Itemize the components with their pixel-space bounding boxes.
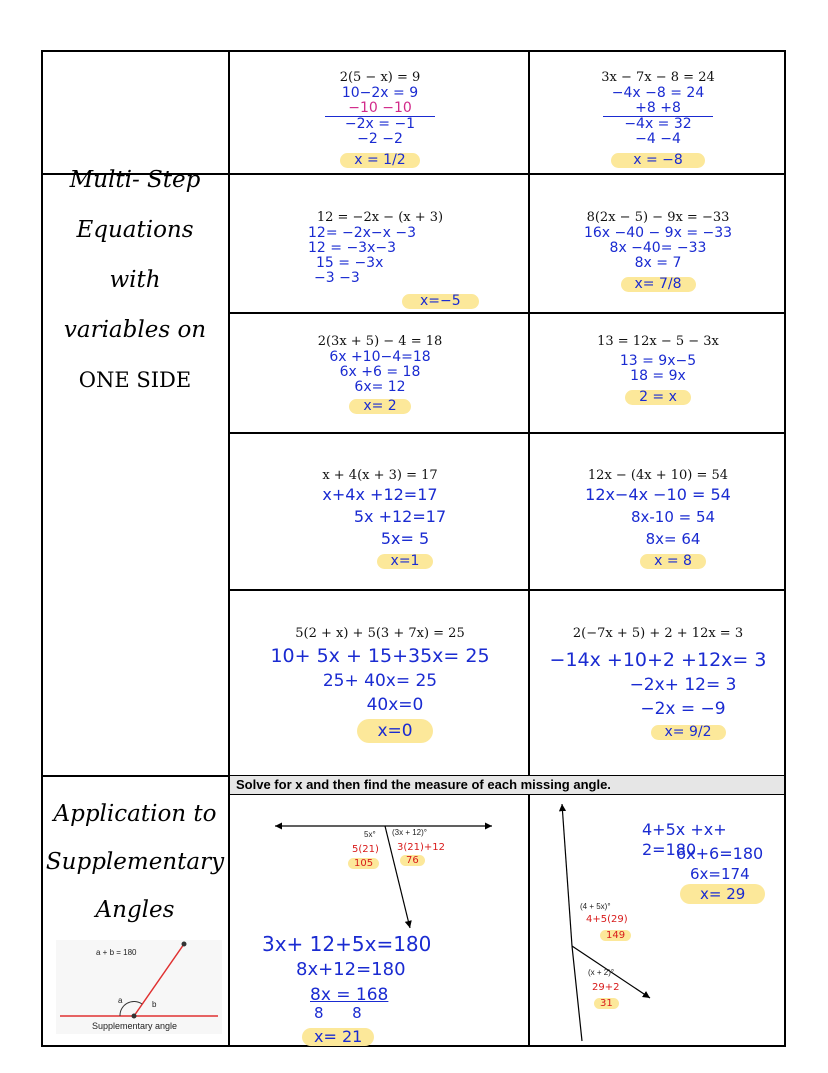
work-line: 10+ 5x + 15+35x= 25 bbox=[270, 645, 490, 667]
diagram-label-b: b bbox=[152, 1000, 157, 1009]
diagram-lines bbox=[56, 940, 222, 1034]
equation: 8(2x − 5) − 9x = −33 bbox=[586, 210, 730, 225]
angle-value: 105 bbox=[348, 858, 379, 869]
work-line: 16x −40 − 9x = −33 bbox=[583, 225, 733, 241]
work-line: −14x +10+2 +12x= 3 bbox=[549, 649, 767, 671]
substitution: 4+5(29) bbox=[586, 914, 628, 925]
work-line: 8x-10 = 54 bbox=[630, 508, 716, 526]
row-divider bbox=[228, 312, 786, 314]
work-line: 3x+ 12+5x=180 bbox=[262, 932, 432, 956]
angle-problem-2 bbox=[530, 796, 784, 1046]
instructions-banner: Solve for x and then find the measure of each missing angle. bbox=[230, 776, 784, 794]
work-line: 8x = 7 bbox=[634, 255, 682, 271]
problem-2 bbox=[532, 70, 784, 168]
substitution: 29+2 bbox=[592, 982, 620, 993]
problem-8 bbox=[532, 468, 784, 569]
work-line: −4x −8 = 24 bbox=[611, 85, 705, 101]
work-line: 12x−4x −10 = 54 bbox=[585, 485, 731, 504]
answer: x = 8 bbox=[640, 554, 706, 569]
answer: 2 = x bbox=[625, 390, 691, 405]
work-line: 8 8 bbox=[314, 1004, 362, 1022]
work-line: 5x= 5 bbox=[380, 529, 430, 548]
answer: x= 2 bbox=[349, 399, 410, 414]
answer: x=−5 bbox=[402, 294, 479, 309]
angle-value: 76 bbox=[400, 855, 425, 866]
angle-problem-1 bbox=[230, 796, 528, 1046]
work-line: 15 = −3x bbox=[316, 255, 384, 271]
angle-label: (x + 2)° bbox=[588, 968, 615, 977]
section-title-one-side: Multi- Step Equations with variables on ONE SIDE bbox=[63, 167, 207, 392]
work-line: 40x=0 bbox=[366, 695, 424, 715]
section-title-application: Application to Supplementary Angles bbox=[45, 801, 225, 923]
work-line: −2x = −9 bbox=[640, 699, 726, 719]
angle-label: 5x° bbox=[364, 830, 376, 839]
column-divider bbox=[528, 50, 530, 776]
answer: x= 29 bbox=[680, 884, 765, 904]
work-line: +8 +8 bbox=[603, 101, 713, 117]
work-line: 10−2x = 9 bbox=[341, 85, 419, 101]
problem-10 bbox=[532, 626, 784, 740]
equation: 12 = −2x − (x + 3) bbox=[316, 210, 444, 225]
problem-4 bbox=[532, 210, 784, 292]
work-line: 6x+6=180 bbox=[676, 844, 764, 863]
substitution: 3(21)+12 bbox=[397, 842, 445, 853]
answer: x=1 bbox=[377, 554, 434, 569]
work-line: −4 −4 bbox=[635, 131, 681, 147]
work-line: −10 −10 bbox=[325, 101, 435, 117]
row-divider bbox=[228, 173, 786, 175]
work-line: 18 = 9x bbox=[630, 368, 686, 384]
problem-1 bbox=[232, 70, 528, 168]
work-line: −2 −2 bbox=[357, 131, 403, 147]
work-line: −2x = −1 bbox=[344, 116, 416, 132]
work-line: 6x +10−4=18 bbox=[329, 349, 431, 365]
equation: 13 = 12x − 5 − 3x bbox=[597, 334, 719, 349]
work-line: 13 = 9x−5 bbox=[619, 353, 697, 369]
substitution: 5(21) bbox=[352, 844, 379, 855]
equation: 2(−7x + 5) + 2 + 12x = 3 bbox=[572, 626, 744, 641]
angle-value: 31 bbox=[594, 998, 619, 1009]
work-line: 6x=174 bbox=[690, 865, 750, 883]
equation: x + 4(x + 3) = 17 bbox=[322, 468, 438, 483]
angle-label: (3x + 12)° bbox=[392, 828, 427, 837]
work-line: 12 = −3x−3 bbox=[308, 240, 397, 256]
problem-3 bbox=[232, 210, 528, 309]
work-line: 8x −40= −33 bbox=[609, 240, 707, 256]
problem-6 bbox=[532, 334, 784, 405]
work-line: −4x = 32 bbox=[624, 116, 692, 132]
angle-value: 149 bbox=[600, 930, 631, 941]
work-line: 6x +6 = 18 bbox=[339, 364, 421, 380]
problem-9 bbox=[232, 626, 528, 743]
equation: 2(5 − x) = 9 bbox=[339, 70, 421, 85]
work-line: 8x = 168 bbox=[310, 985, 389, 1005]
diagram-caption: Supplementary angle bbox=[92, 1021, 178, 1031]
row-divider bbox=[228, 589, 786, 591]
answer: x= 21 bbox=[302, 1028, 374, 1046]
work-line: 5x +12=17 bbox=[353, 507, 447, 526]
equation: 3x − 7x − 8 = 24 bbox=[601, 70, 715, 85]
work-line: 12= −2x−x −3 bbox=[308, 225, 417, 241]
angle-label: (4 + 5x)° bbox=[580, 902, 611, 911]
work-line: 8x= 64 bbox=[645, 530, 701, 548]
problem-7 bbox=[232, 468, 528, 569]
equation: 2(3x + 5) − 4 = 18 bbox=[317, 334, 443, 349]
answer: x = 1/2 bbox=[340, 153, 419, 168]
equation: 12x − (4x + 10) = 54 bbox=[587, 468, 729, 483]
angle-diagram-1 bbox=[230, 796, 528, 1046]
work-line: −2x+ 12= 3 bbox=[629, 675, 737, 695]
diagram-formula: a + b = 180 bbox=[96, 948, 137, 957]
work-line: 8x+12=180 bbox=[296, 959, 406, 980]
problem-5 bbox=[232, 334, 528, 414]
answer: x = −8 bbox=[611, 153, 705, 168]
work-line: 6x= 12 bbox=[354, 379, 406, 395]
answer: x=0 bbox=[357, 719, 432, 743]
diagram-label-a: a bbox=[118, 996, 123, 1005]
work-line: x+4x +12=17 bbox=[322, 485, 438, 504]
answer: x= 9/2 bbox=[651, 725, 726, 740]
work-line: −3 −3 bbox=[314, 270, 360, 286]
row-divider bbox=[228, 432, 786, 434]
work-line: 25+ 40x= 25 bbox=[322, 671, 438, 691]
work-line: 4+5x +x+ 2=180 bbox=[642, 820, 727, 859]
answer: x= 7/8 bbox=[621, 277, 696, 292]
supplementary-angle-diagram bbox=[56, 940, 222, 1034]
equation: 5(2 + x) + 5(3 + 7x) = 25 bbox=[295, 626, 465, 641]
